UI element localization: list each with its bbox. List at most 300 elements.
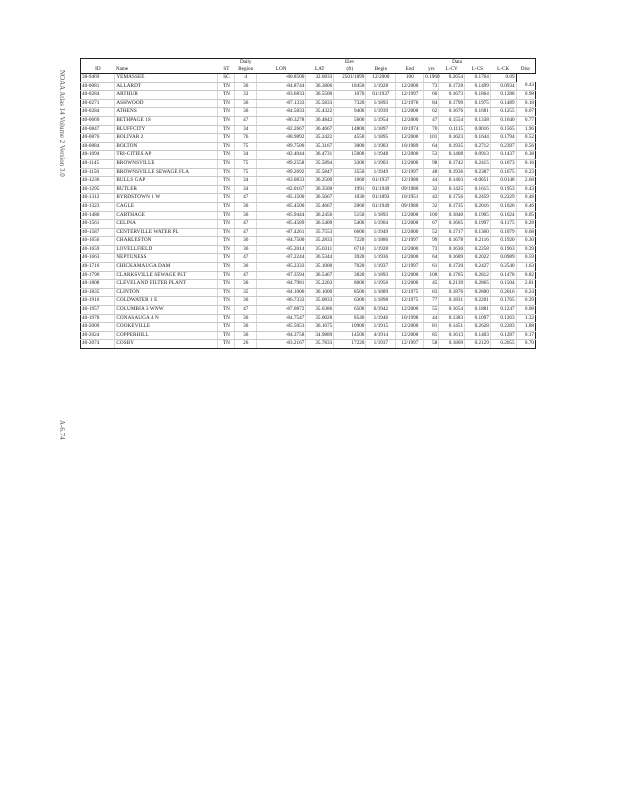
cell-disc: 1.96: [516, 125, 535, 134]
cell-end: 12/1975: [396, 288, 424, 297]
cell-id: 40-1790: [81, 271, 115, 280]
cell-id: 40-0271: [81, 99, 115, 108]
cell-name: BROWNSVILLE: [115, 159, 218, 168]
cell-lon: -87.1333: [256, 99, 305, 108]
cell-begin: 1/1948: [366, 151, 396, 160]
cell-region: 47: [235, 254, 256, 263]
cell-years: 55: [424, 306, 439, 315]
cell-name: COOKEVILLE: [115, 323, 218, 332]
cell-years: 44: [424, 177, 439, 186]
table-row: [81, 108, 536, 117]
cell-years: 42: [424, 194, 439, 203]
cell-end: 12/2000: [396, 151, 424, 160]
cell-lcs: 0.2427: [465, 263, 491, 272]
cell-end: 12/2000: [396, 134, 424, 143]
cell-id: 40-2024: [81, 331, 115, 340]
cell-elev: 5400: [334, 220, 366, 229]
cell-id: 40-1312: [81, 194, 115, 203]
cell-years: 73: [424, 82, 439, 91]
column-header-elev-ft: (ft): [334, 66, 366, 74]
cell-disc: 1.32: [516, 314, 535, 323]
cell-region: 34: [235, 151, 256, 160]
cell-id: 40-1145: [81, 159, 115, 168]
cell-id: 40-0284: [81, 91, 115, 100]
column-header-begin: Begin: [366, 66, 396, 74]
cell-disc: 0.39: [516, 245, 535, 254]
cell-lon: -87.4261: [256, 228, 305, 237]
cell-end: 10/1951: [396, 194, 424, 203]
cell-lcs: 0.2022: [465, 254, 491, 263]
cell-end: 12/2000: [396, 108, 424, 117]
cell-lat: 35.2203: [306, 280, 334, 289]
cell-begin: 1/1889: [366, 288, 396, 297]
cell-elev: 7320: [334, 99, 366, 108]
cell-years: 61: [424, 263, 439, 272]
group-header: [516, 59, 535, 67]
column-header-id: ID: [81, 66, 115, 74]
cell-end: 09/1980: [396, 202, 424, 211]
cell-name: BLUFFCITY: [115, 125, 218, 134]
cell-lcs: 0.1764: [465, 74, 491, 83]
cell-lcv: 0.1840: [439, 211, 465, 220]
cell-id: 40-1916: [81, 297, 115, 306]
cell-region: 36: [235, 108, 256, 117]
cell-begin: 12/2000: [366, 74, 396, 83]
cell-begin: 01/1937: [366, 177, 396, 186]
table-row: [81, 220, 536, 229]
cell-elev: 7220: [334, 237, 366, 246]
cell-begin: 1/1897: [366, 125, 396, 134]
group-header: [81, 59, 115, 67]
cell-lcs: 0.1644: [465, 134, 491, 143]
cell-region: 47: [235, 228, 256, 237]
cell-region: 36: [235, 82, 256, 91]
cell-state: TN: [218, 331, 235, 340]
cell-lat: 35.0028: [306, 314, 334, 323]
cell-lcs: 0.2865: [465, 280, 491, 289]
cell-years: 85: [424, 331, 439, 340]
cell-lck: 0.2016: [490, 288, 516, 297]
cell-lat: 36.1000: [306, 288, 334, 297]
cell-id: 38-9469: [81, 74, 115, 83]
cell-id: 40-2009: [81, 323, 115, 332]
cell-years: 58: [424, 340, 439, 349]
cell-lck: 0.1255: [490, 108, 516, 117]
cell-begin: 1/1895: [366, 134, 396, 143]
cell-lcv: 0.1623: [439, 134, 465, 143]
cell-id: 40-1978: [81, 314, 115, 323]
cell-begin: 1/1937: [366, 340, 396, 349]
cell-years: 52: [424, 228, 439, 237]
cell-lcv: 0.1630: [439, 245, 465, 254]
cell-end: 12/1980: [396, 177, 424, 186]
cell-lcs: 0.2459: [465, 194, 491, 203]
table-row: [81, 185, 536, 194]
cell-lon: -85.5053: [256, 323, 305, 332]
cell-lcs: 0.1864: [465, 91, 491, 100]
table-row: [81, 142, 536, 151]
cell-name: BETHPAGE 1S: [115, 116, 218, 125]
header-group-row: [81, 59, 536, 67]
cell-lcs: 0.2628: [465, 323, 491, 332]
cell-begin: 1/1898: [366, 297, 396, 306]
cell-lcv: 0.1408: [439, 151, 465, 160]
cell-name: TRI-CITIES AP: [115, 151, 218, 160]
cell-region: 34: [235, 125, 256, 134]
column-header-lcs: L-CS: [465, 66, 491, 74]
cell-id: 40-1587: [81, 228, 115, 237]
table-row: [81, 288, 536, 297]
cell-state: TN: [218, 116, 235, 125]
cell-elev: 5150: [334, 211, 366, 220]
cell-years: 32: [424, 185, 439, 194]
cell-end: 12/2000: [396, 271, 424, 280]
cell-elev: 3300: [334, 159, 366, 168]
header-column-row: [81, 66, 536, 74]
cell-elev: 6500: [334, 306, 366, 315]
cell-lat: 35.7553: [306, 228, 334, 237]
cell-end: 12/2000: [396, 306, 424, 315]
cell-lat: 36.5400: [306, 220, 334, 229]
cell-elev: 9400: [334, 108, 366, 117]
cell-disc: 0.43: [516, 82, 535, 91]
cell-lcv: 0.1613: [439, 331, 465, 340]
column-header-years: yrs: [424, 66, 439, 74]
cell-state: TN: [218, 254, 235, 263]
cell-elev: 1060: [334, 177, 366, 186]
cell-disc: 0.18: [516, 99, 535, 108]
cell-name: BUTLER: [115, 185, 218, 194]
cell-years: 44: [424, 314, 439, 323]
cell-disc: 0.98: [516, 91, 535, 100]
group-header: [256, 59, 305, 67]
cell-lon: -84.7500: [256, 237, 305, 246]
cell-begin: 1/1886: [366, 237, 396, 246]
cell-begin: 1/1903: [366, 142, 396, 151]
cell-lck: 0.0148: [490, 177, 516, 186]
cell-elev: 1070: [334, 91, 366, 100]
cell-lcs: 0.2812: [465, 271, 491, 280]
cell-disc: 0.68: [516, 228, 535, 237]
cell-begin: 1/1893: [366, 99, 396, 108]
cell-id: 40-1659: [81, 245, 115, 254]
cell-lat: 36.5467: [306, 271, 334, 280]
cell-lat: 35.4322: [306, 108, 334, 117]
cell-lcs: 0.0913: [465, 151, 491, 160]
cell-end: 12/1997: [396, 91, 424, 100]
cell-lat: 36.4842: [306, 116, 334, 125]
cell-region: 36: [235, 99, 256, 108]
cell-lcv: 0.1935: [439, 142, 465, 151]
cell-end: 10/1998: [396, 314, 424, 323]
column-header-lat: LAT: [306, 66, 334, 74]
table-row: [81, 74, 536, 83]
cell-name: BULLS GAP: [115, 177, 218, 186]
cell-state: TN: [218, 245, 235, 254]
cell-name: CLINTON: [115, 288, 218, 297]
group-header: [306, 59, 334, 67]
table-row: [81, 99, 536, 108]
table-header: [81, 59, 536, 74]
cell-lck: 0.1640: [490, 116, 516, 125]
cell-lon: -85.4500: [256, 202, 305, 211]
cell-name: ALLARDT: [115, 82, 218, 91]
cell-lat: 35.3167: [306, 142, 334, 151]
cell-name: BOLTON: [115, 142, 218, 151]
cell-end: 12/2000: [396, 116, 424, 125]
cell-lon: -86.7333: [256, 297, 305, 306]
table-row: [81, 134, 536, 143]
cell-lat: 35.0833: [306, 297, 334, 306]
cell-lon: -82.4044: [256, 151, 305, 160]
cell-disc: 0.70: [516, 340, 535, 349]
cell-lck: 0.1026: [490, 202, 516, 211]
cell-years: 81: [424, 323, 439, 332]
cell-state: SC: [218, 74, 235, 83]
cell-lon: -80.8500: [256, 74, 305, 83]
table-row: [81, 177, 536, 186]
cell-state: TN: [218, 134, 235, 143]
cell-lat: 35.4667: [306, 202, 334, 211]
cell-name: COLUMBIA 3 WNW: [115, 306, 218, 315]
cell-disc: 2.68: [516, 177, 535, 186]
cell-lcv: 0.1876: [439, 288, 465, 297]
table-row: [81, 168, 536, 177]
cell-lcs: 0.1975: [465, 99, 491, 108]
cell-disc: 0.16: [516, 159, 535, 168]
group-header-daily: Daily: [235, 59, 256, 67]
cell-lon: -85.1500: [256, 194, 305, 203]
cell-name: CHARLESTON: [115, 237, 218, 246]
cell-lon: -87.2244: [256, 254, 305, 263]
cell-state: TN: [218, 168, 235, 177]
cell-elev: 1991: [334, 185, 366, 194]
cell-years: 0.1960: [424, 74, 439, 83]
cell-years: 64: [424, 254, 439, 263]
cell-years: 64: [424, 142, 439, 151]
cell-begin: 01/1949: [366, 185, 396, 194]
cell-disc: 0.38: [516, 151, 535, 160]
cell-disc: 0.48: [516, 194, 535, 203]
cell-name: CARTHAGE: [115, 211, 218, 220]
cell-lcs: 0.1097: [465, 314, 491, 323]
cell-begin: 1/1904: [366, 220, 396, 229]
cell-id: 40-1480: [81, 211, 115, 220]
cell-end: 12/1997: [396, 263, 424, 272]
cell-lcs: 0.0016: [465, 125, 491, 134]
cell-elev: 3000: [334, 142, 366, 151]
cell-lcs: 0.1681: [465, 108, 491, 117]
cell-region: 47: [235, 306, 256, 315]
cell-years: 100: [424, 211, 439, 220]
cell-begin: 01/1949: [366, 202, 396, 211]
column-header-end: End: [396, 66, 424, 74]
cell-lcs: 0.2129: [465, 340, 491, 349]
cell-lon: -84.1000: [256, 288, 305, 297]
cell-elev: 6600: [334, 228, 366, 237]
cell-lck: 0.1175: [490, 220, 516, 229]
cell-lat: 35.2422: [306, 134, 334, 143]
table-row: [81, 116, 536, 125]
cell-lon: -84.5833: [256, 108, 305, 117]
cell-elev: 14500: [334, 331, 366, 340]
table-row: [81, 237, 536, 246]
cell-begin: 1/1946: [366, 314, 396, 323]
cell-lcv: 0.1425: [439, 185, 465, 194]
cell-lck: 0.1565: [490, 125, 516, 134]
cell-name: COLDWATER 1 E: [115, 297, 218, 306]
cell-id: 40-1663: [81, 254, 115, 263]
cell-id: 40-1236: [81, 177, 115, 186]
cell-lck: 0.1079: [490, 228, 516, 237]
cell-lcs: 0.1615: [465, 185, 491, 194]
cell-id: 40-1295: [81, 185, 115, 194]
cell-name: COSBY: [115, 340, 218, 349]
cell-state: TN: [218, 340, 235, 349]
cell-state: TN: [218, 297, 235, 306]
cell-end: 12/2000: [396, 211, 424, 220]
cell-state: TN: [218, 228, 235, 237]
column-header-region: Region: [235, 66, 256, 74]
cell-state: TN: [218, 108, 235, 117]
cell-state: TN: [218, 159, 235, 168]
cell-lck: 0.0934: [490, 82, 516, 91]
table-row: [81, 263, 536, 272]
cell-lcv: 0.1676: [439, 108, 465, 117]
cell-elev: 4550: [334, 134, 366, 143]
cell-end: 12/2000: [396, 220, 424, 229]
cell-region: 36: [235, 323, 256, 332]
cell-elev: 6710: [334, 245, 366, 254]
cell-end: 12/2000: [396, 280, 424, 289]
cell-disc: 0.23: [516, 168, 535, 177]
cell-state: TN: [218, 323, 235, 332]
cell-id: 40-1150: [81, 168, 115, 177]
table-row: [81, 297, 536, 306]
cell-disc: 0.77: [516, 116, 535, 125]
side-caption-page: A-6.74: [58, 420, 66, 440]
cell-lon: -85.2014: [256, 245, 305, 254]
cell-region: 75: [235, 159, 256, 168]
group-header: [115, 59, 218, 67]
table-row: [81, 202, 536, 211]
cell-id: 40-1561: [81, 220, 115, 229]
group-header: [366, 59, 396, 67]
cell-years: 83: [424, 288, 439, 297]
cell-region: 76: [235, 134, 256, 143]
cell-disc: 2.81: [516, 280, 535, 289]
cell-elev: 3920: [334, 254, 366, 263]
cell-lcs: -0.0051: [465, 177, 491, 186]
cell-region: 36: [235, 245, 256, 254]
cell-lck: 0.1794: [490, 134, 516, 143]
cell-disc: 0.08: [516, 306, 535, 315]
cell-lon: -89.7500: [256, 142, 305, 151]
cell-lcv: 0.1717: [439, 228, 465, 237]
cell-region: 47: [235, 220, 256, 229]
cell-years: 53: [424, 151, 439, 160]
cell-end: 12/2000: [396, 159, 424, 168]
cell-elev: 7020: [334, 263, 366, 272]
cell-region: 47: [235, 194, 256, 203]
cell-begin: 1/1936: [366, 254, 396, 263]
cell-end: 12/2000: [396, 331, 424, 340]
column-header-lon: LON: [256, 66, 305, 74]
cell-id: 40-1323: [81, 202, 115, 211]
cell-lcs: 0.1403: [465, 331, 491, 340]
cell-end: 12/2000: [396, 323, 424, 332]
cell-id: 40-0876: [81, 134, 115, 143]
cell-years: 62: [424, 108, 439, 117]
cell-lcs: 0.2712: [465, 142, 491, 151]
cell-begin: 1/1949: [366, 168, 396, 177]
cell-id: 40-2074: [81, 340, 115, 349]
cell-begin: 1/1939: [366, 108, 396, 117]
cell-years: 70: [424, 125, 439, 134]
cell-name: NEPTUNESS: [115, 254, 218, 263]
cell-lck: 0.2283: [490, 323, 516, 332]
cell-lcs: 0.1881: [465, 306, 491, 315]
cell-lat: 35.5894: [306, 159, 334, 168]
cell-lon: -87.0872: [256, 306, 305, 315]
cell-region: 36: [235, 237, 256, 246]
cell-name: LOVELLFIELD: [115, 245, 218, 254]
table-row: [81, 331, 536, 340]
cell-state: TN: [218, 211, 235, 220]
table-row: [81, 314, 536, 323]
cell-begin: 4/1914: [366, 331, 396, 340]
cell-disc: 0.07: [516, 108, 535, 117]
cell-begin: 1/1893: [366, 271, 396, 280]
cell-lcs: 0.2800: [465, 288, 491, 297]
cell-years: 98: [424, 159, 439, 168]
cell-state: TN: [218, 280, 235, 289]
cell-end: 12/1975: [396, 297, 424, 306]
cell-years: 73: [424, 245, 439, 254]
cell-lcv: 0.1678: [439, 237, 465, 246]
cell-state: TN: [218, 91, 235, 100]
table-row: [81, 159, 536, 168]
cell-id: 40-1656: [81, 237, 115, 246]
cell-state: TN: [218, 220, 235, 229]
cell-lcs: 0.1338: [465, 116, 491, 125]
cell-name: BROWNSVILLE SEWAGE FLA: [115, 168, 218, 177]
cell-elev: 3550: [334, 168, 366, 177]
cell-lat: 35.2833: [306, 237, 334, 246]
table-row: [81, 151, 536, 160]
cell-lcv: 0.1720: [439, 263, 465, 272]
cell-lat: 34.9889: [306, 331, 334, 340]
cell-region: 47: [235, 271, 256, 280]
cell-region: 34: [235, 177, 256, 186]
cell-region: 4: [235, 74, 256, 83]
cell-lck: 0.1247: [490, 306, 516, 315]
cell-lcs: 0.1499: [465, 82, 491, 91]
cell-state: TN: [218, 125, 235, 134]
cell-lck: 0.1287: [490, 331, 516, 340]
cell-lat: 32.6833: [306, 74, 334, 83]
cell-name: BOLIVAR 2: [115, 134, 218, 143]
cell-lck: 0.1953: [490, 185, 516, 194]
cell-name: ASHWOOD: [115, 99, 218, 108]
cell-lcv: 0.1869: [439, 340, 465, 349]
cell-state: TN: [218, 151, 235, 160]
cell-lcv: 0.1115: [439, 125, 465, 134]
cell-lon: -82.2667: [256, 125, 305, 134]
cell-name: CHICKAMAUGA DAM: [115, 263, 218, 272]
column-header-lcv: L-CV: [439, 66, 465, 74]
group-header: [218, 59, 235, 67]
